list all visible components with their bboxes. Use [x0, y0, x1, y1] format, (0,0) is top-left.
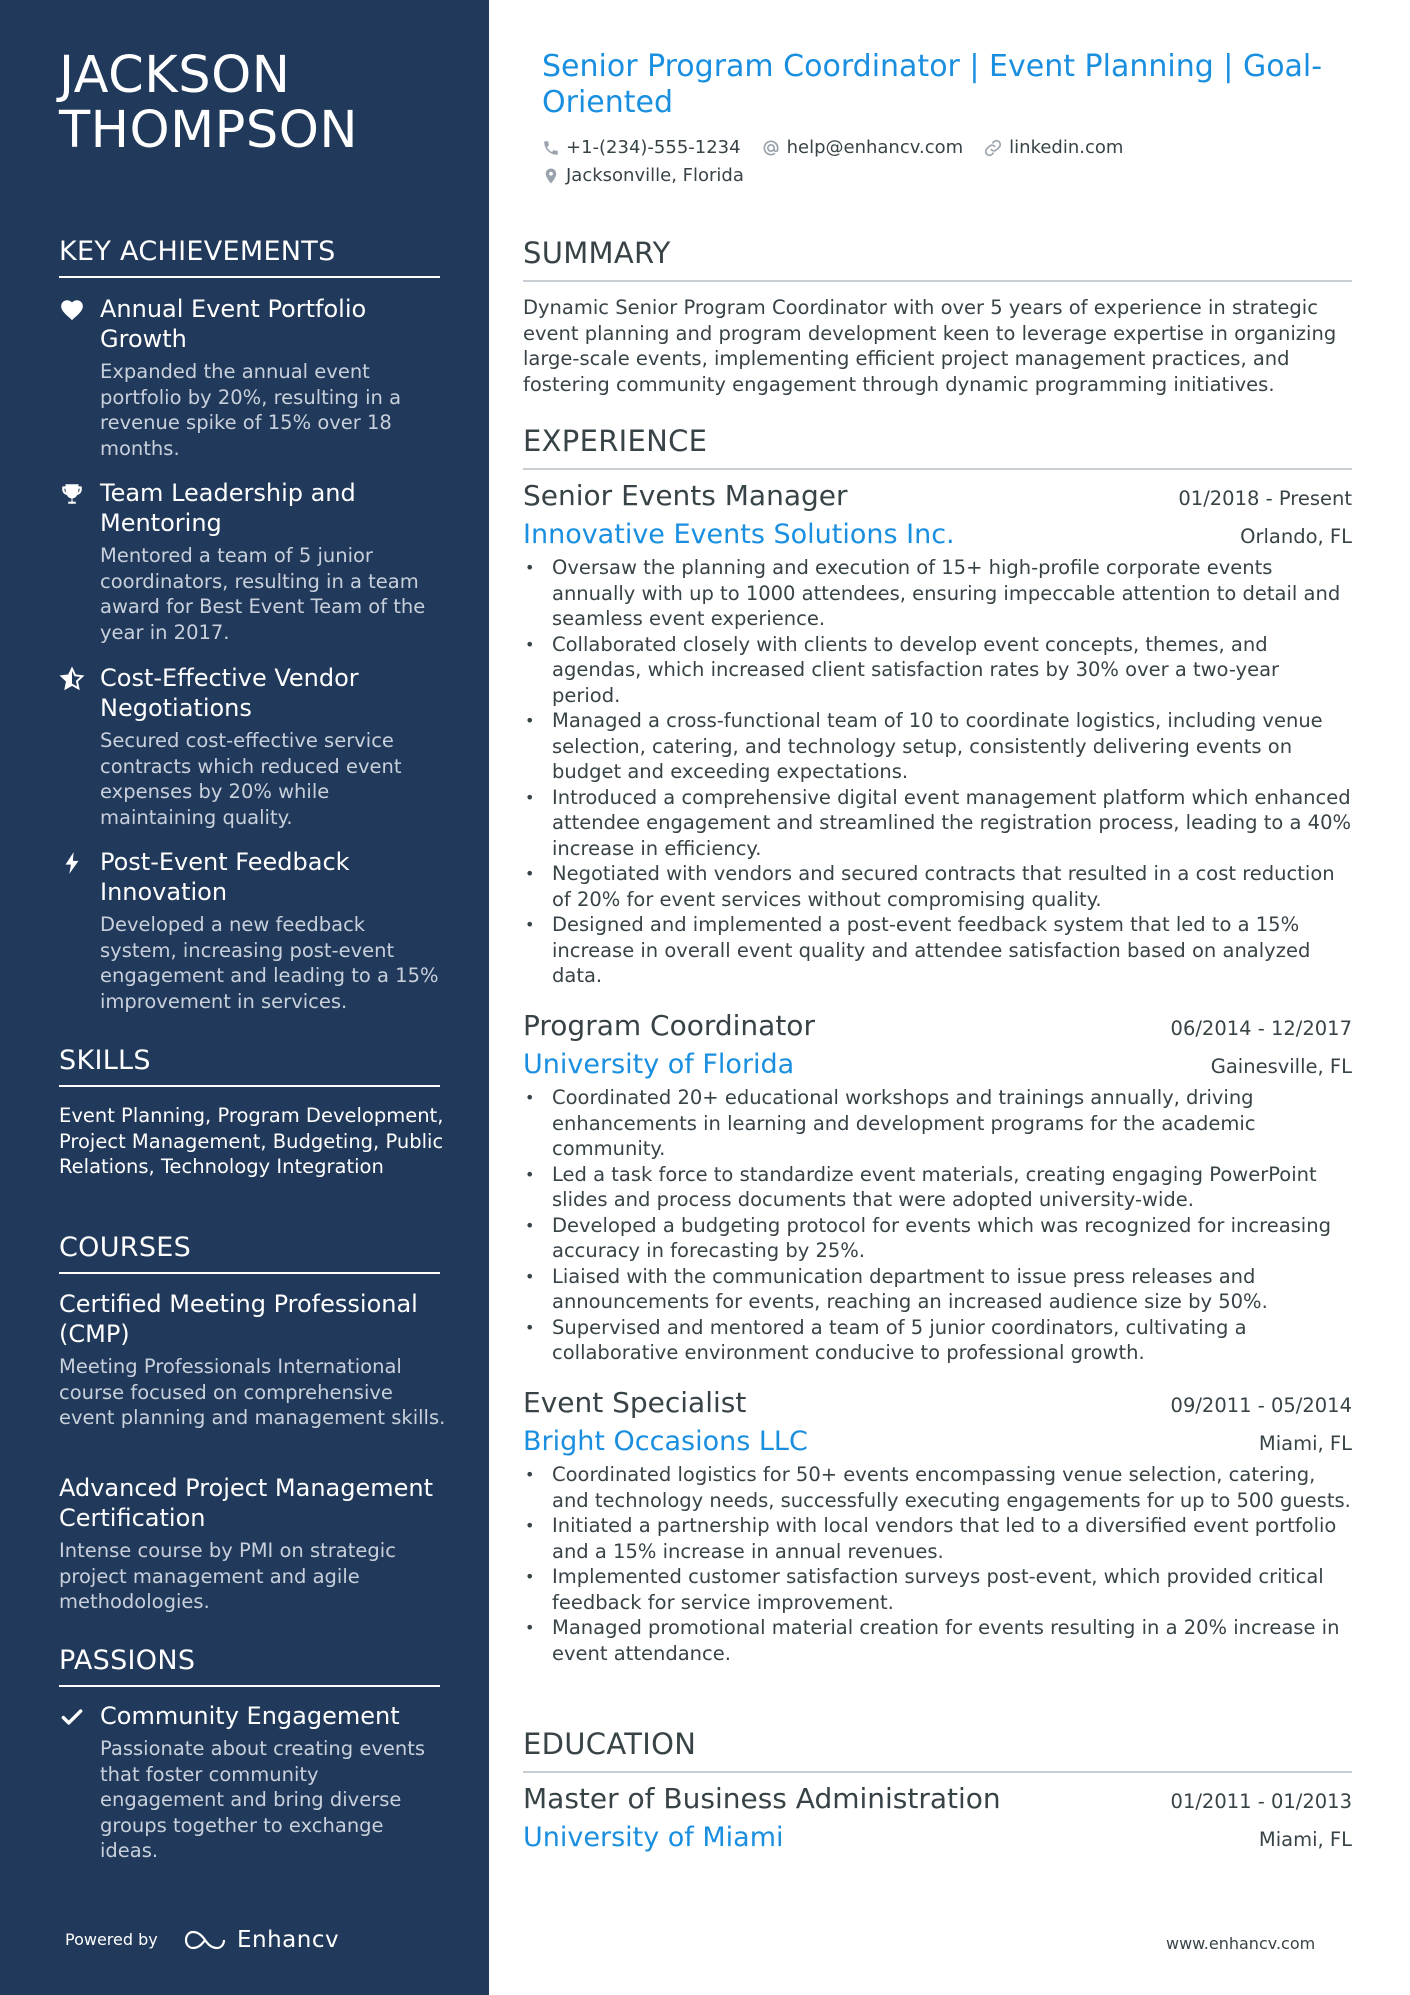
- education-heading: EDUCATION: [523, 1727, 1352, 1773]
- course-item: [59, 1473, 449, 1615]
- list-item: • Designed and implemented a post-event feedback system that led to a 15% increase in overall event quality and attendee satisfaction based on analyzed data.: [523, 912, 1352, 989]
- list-item: • Oversaw the planning and execution of 15+ high-profile corporate events annually with up to 1000 attendees, ensuring impeccable attention to detail and seamless event experience.: [523, 555, 1352, 632]
- enhancv-brand-name: Enhancv: [237, 1927, 340, 1953]
- skills-heading: SKILLS: [59, 1045, 440, 1087]
- list-item: • Supervised and mentored a team of 5 junior coordinators, cultivating a collaborative environment conducive to professional growth.: [523, 1315, 1352, 1366]
- job-bullets: [523, 555, 1352, 989]
- degree: Master of Business Administration: [523, 1782, 1001, 1815]
- education-location: Miami, FL: [1258, 1828, 1352, 1851]
- list-item: • Managed a cross-functional team of 10 to coordinate logistics, including venue selection, catering, and technology setup, consistently delivering events on budget and exceeding expectations.: [523, 708, 1352, 785]
- sidebar: [0, 0, 489, 1995]
- list-item: • Coordinated 20+ educational workshops and trainings annually, driving enhancements in learning and development programs for the academic community.: [523, 1085, 1352, 1162]
- link-icon: [983, 138, 1003, 158]
- achievement-item: [59, 847, 444, 1014]
- course-item: [59, 1289, 449, 1431]
- experience-item: [523, 1009, 1352, 1366]
- list-item: • Coordinated logistics for 50+ events encompassing venue selection, catering, and technology needs, successfully executing engagements for up to 500 guests.: [523, 1462, 1352, 1513]
- job-location: Orlando, FL: [1240, 525, 1352, 548]
- achievement-title: Post-Event Feedback Innovation: [100, 848, 350, 906]
- list-item: • Negotiated with vendors and secured contracts that resulted in a cost reduction of 20% for event services without compromising quality.: [523, 861, 1352, 912]
- list-item: • Managed promotional material creation for events resulting in a 20% increase in event attendance.: [523, 1615, 1352, 1666]
- achievement-item: [59, 478, 444, 645]
- heart-icon: [59, 297, 85, 323]
- summary-heading: SUMMARY: [523, 236, 1352, 282]
- achievement-item: [59, 294, 444, 461]
- list-item: • Liaised with the communication department to issue press releases and announcements for events, reaching an increased audience size by 50%.: [523, 1264, 1352, 1315]
- achievement-description: Secured cost-effective service contracts which reduced event expenses by 20% while maintaining quality.: [100, 729, 402, 829]
- main-content: [489, 0, 1410, 1995]
- achievement-item: [59, 663, 444, 830]
- passion-description: Passionate about creating events that foster community engagement and bring diverse groups together to exchange ideas.: [100, 1737, 426, 1862]
- achievement-description: Developed a new feedback system, increasing post-event engagement and leading to a 15% improvement in services.: [100, 913, 439, 1013]
- job-bullets: [523, 1085, 1352, 1366]
- company-name: University of Florida: [523, 1049, 795, 1080]
- contact-email[interactable]: [761, 137, 964, 158]
- enhancv-logo-icon: [183, 1928, 227, 1952]
- job-location: Gainesville, FL: [1210, 1055, 1352, 1078]
- email-text: help@enhancv.com: [786, 137, 964, 158]
- courses-heading: COURSES: [59, 1232, 440, 1274]
- at-icon: [761, 138, 781, 158]
- job-location: Miami, FL: [1258, 1432, 1352, 1455]
- summary-text: Dynamic Senior Program Coordinator with over 5 years of experience in strategic event planning and program development keen to leverage expertise in organizing large-scale events, implementing efficient project management practices, and fostering community engagement through dynamic programming initiatives.: [523, 296, 1337, 396]
- key-achievements-heading: KEY ACHIEVEMENTS: [59, 236, 440, 278]
- job-title: Program Coordinator: [523, 1009, 815, 1042]
- course-title: Certified Meeting Professional (CMP): [59, 1290, 418, 1348]
- list-item: • Implemented customer satisfaction surveys post-event, which provided critical feedback for service improvement.: [523, 1564, 1352, 1615]
- achievement-description: Expanded the annual event portfolio by 20%, resulting in a revenue spike of 15% over 18 months.: [100, 360, 402, 460]
- check-icon: [59, 1704, 85, 1730]
- enhancv-logo[interactable]: [183, 1925, 339, 1955]
- headline: Senior Program Coordinator | Event Planning | Goal-Oriented: [542, 49, 1323, 120]
- experience-item: [523, 1386, 1352, 1666]
- trophy-icon: [59, 481, 85, 507]
- school-name: University of Miami: [523, 1822, 784, 1853]
- job-title: Event Specialist: [523, 1386, 747, 1419]
- company-name: Bright Occasions LLC: [523, 1426, 808, 1457]
- achievement-title: Annual Event Portfolio Growth: [100, 295, 367, 353]
- phone-text: +1-(234)-555-1234: [566, 137, 741, 158]
- list-item: • Introduced a comprehensive digital event management platform which enhanced attendee engagement and streamlined the registration process, leading to a 40% increase in efficiency.: [523, 785, 1352, 862]
- list-item: • Developed a budgeting protocol for events which was recognized for increasing accuracy in forecasting by 25%.: [523, 1213, 1352, 1264]
- achievement-title: Cost-Effective Vendor Negotiations: [100, 664, 359, 722]
- location-text: Jacksonville, Florida: [566, 165, 744, 186]
- experience-heading: EXPERIENCE: [523, 424, 1352, 470]
- list-item: • Led a task force to standardize event materials, creating engaging PowerPoint slides and process documents that were adopted university-wide.: [523, 1162, 1352, 1213]
- list-item: • Collaborated closely with clients to develop event concepts, themes, and agendas, which increased client satisfaction rates by 30% over a two-year period.: [523, 632, 1352, 709]
- achievement-title: Team Leadership and Mentoring: [100, 479, 356, 537]
- candidate-name: JACKSON THOMPSON: [59, 46, 359, 160]
- company-name: Innovative Events Solutions Inc.: [523, 519, 955, 550]
- course-description: Meeting Professionals International course focused on comprehensive event planning and management skills.: [59, 1355, 446, 1429]
- passion-title: Community Engagement: [100, 1702, 400, 1730]
- contact-row: [542, 137, 1143, 158]
- job-title: Senior Events Manager: [523, 479, 848, 512]
- job-dates: 01/2018 - Present: [1178, 487, 1352, 510]
- job-dates: 06/2014 - 12/2017: [1170, 1017, 1352, 1040]
- website-link[interactable]: www.enhancv.com: [1166, 1934, 1316, 1953]
- education-dates: 01/2011 - 01/2013: [1170, 1790, 1352, 1813]
- phone-icon: [542, 139, 560, 157]
- skills-list: Event Planning, Program Development, Project Management, Budgeting, Public Relations, Technology Integration: [59, 1104, 444, 1178]
- list-item: • Initiated a partnership with local vendors that led to a diversified event portfolio and a 15% increase in annual revenues.: [523, 1513, 1352, 1564]
- location-row: [542, 165, 764, 186]
- experience-item: [523, 479, 1352, 989]
- course-description: Intense course by PMI on strategic project management and agile methodologies.: [59, 1539, 396, 1613]
- passions-heading: PASSIONS: [59, 1645, 440, 1687]
- course-title: Advanced Project Management Certification: [59, 1474, 434, 1532]
- star-half-icon: [59, 666, 85, 692]
- powered-by-label: Powered by: [65, 1930, 158, 1949]
- job-bullets: [523, 1462, 1352, 1666]
- contact-location: [542, 165, 744, 186]
- education-item: [523, 1782, 1352, 1854]
- job-dates: 09/2011 - 05/2014: [1170, 1394, 1352, 1417]
- contact-phone[interactable]: [542, 137, 741, 158]
- location-pin-icon: [542, 166, 560, 186]
- achievement-description: Mentored a team of 5 junior coordinators, resulting in a team award for Best Event Team of the year in 2017.: [100, 544, 426, 644]
- passion-item: [59, 1701, 444, 1864]
- linkedin-text: linkedin.com: [1009, 137, 1124, 158]
- contact-linkedin[interactable]: [983, 137, 1123, 158]
- lightning-icon: [59, 850, 85, 876]
